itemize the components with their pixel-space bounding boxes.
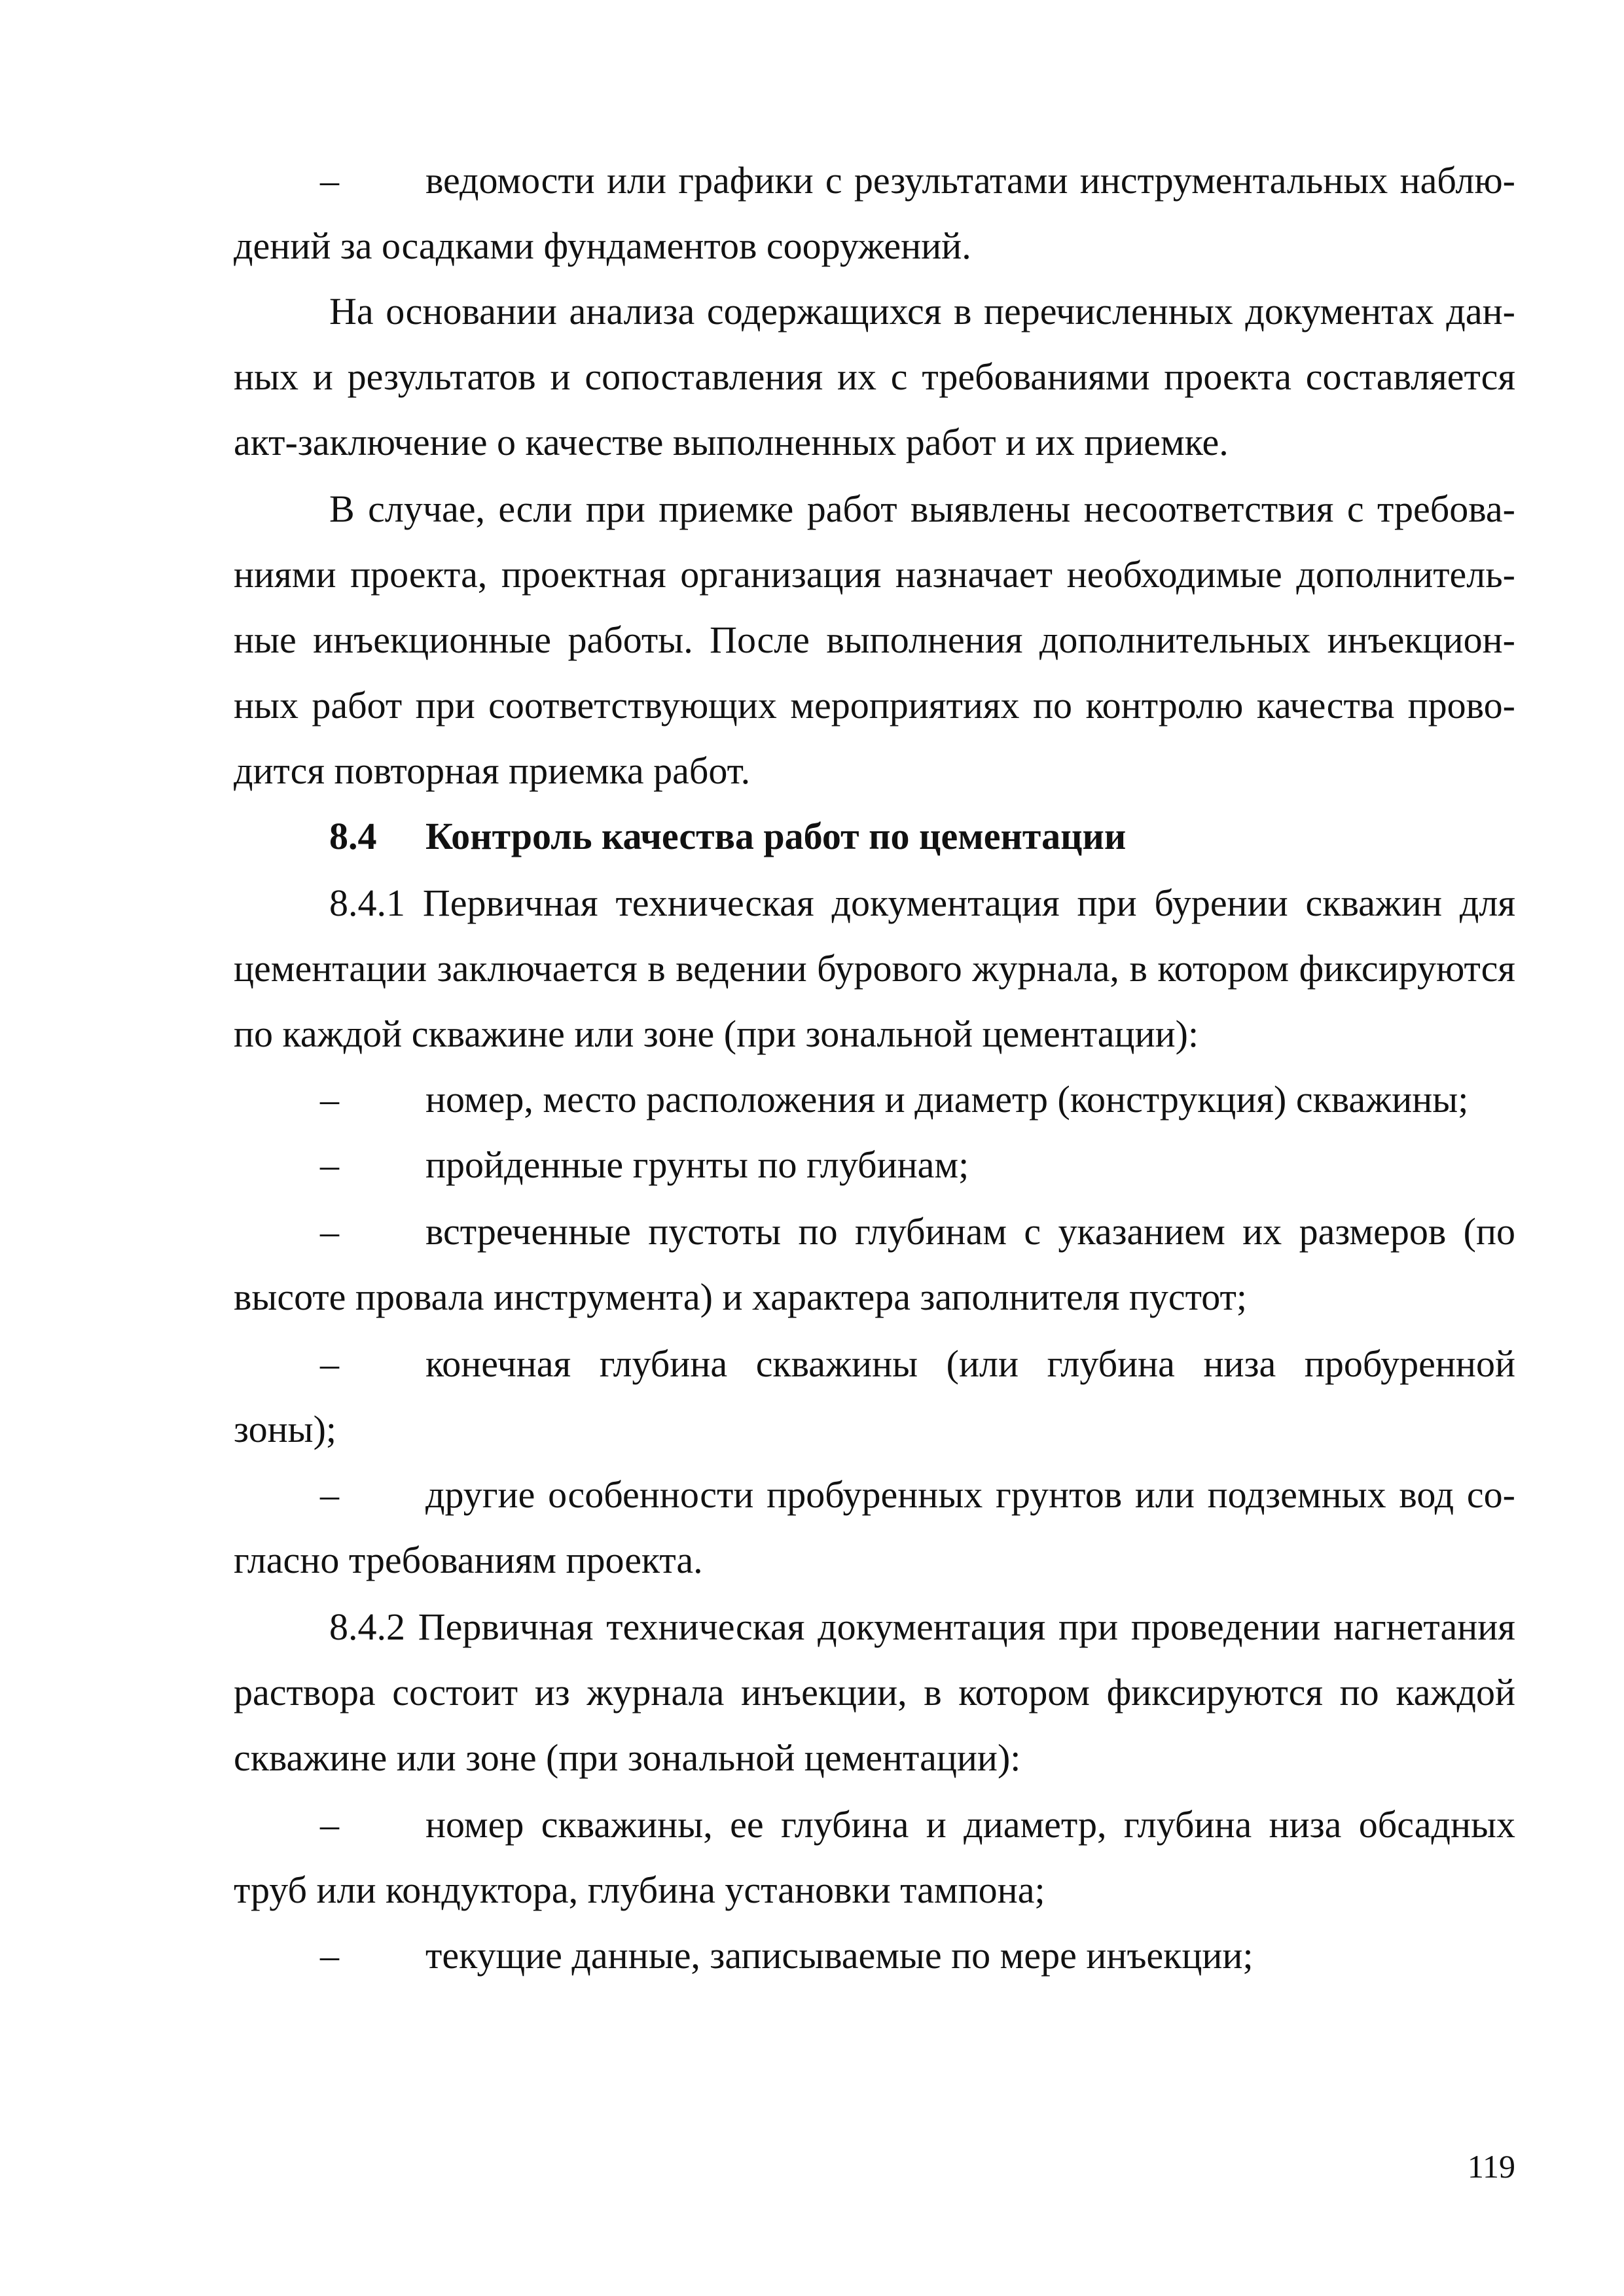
bullet-text: конечная глубина скважины (или глубина низа пробуренной <box>425 1342 1515 1385</box>
text-line: зоны); <box>234 1408 337 1450</box>
bullet-text: номер скважины, ее глубина и диаметр, глубина низа обсадных <box>425 1803 1515 1846</box>
paragraph-first-line: 8.4.2 Первичная техническая документация при проведении нагнетания <box>329 1605 1515 1648</box>
paragraph-first-line: На основании анализа содержащихся в перечисленных документах дан- <box>329 290 1515 332</box>
bullet-dash: – <box>320 1143 339 1186</box>
paragraph-first-line: В случае, если при приемке работ выявлены несоответствия с требова- <box>329 488 1515 530</box>
bullet-text: ведомости или графики с результатами инструментальных наблю- <box>425 159 1515 202</box>
document-page <box>234 0 1515 2296</box>
bullet-dash: – <box>320 1803 339 1846</box>
text-line: по каждой скважине или зоне (при зональной цементации): <box>234 1013 1199 1055</box>
text-line: скважине или зоне (при зональной цементации): <box>234 1736 1021 1779</box>
section-number: 8.4 <box>329 815 377 857</box>
bullet-dash: – <box>320 159 339 202</box>
section-title: Контроль качества работ по цементации <box>425 815 1127 857</box>
bullet-text: другие особенности пробуренных грунтов или подземных вод со- <box>425 1473 1515 1516</box>
text-line: акт-заключение о качестве выполненных работ и их приемке. <box>234 421 1229 463</box>
bullet-text: встреченные пустоты по глубинам с указанием их размеров (по <box>425 1210 1515 1253</box>
bullet-dash: – <box>320 1934 339 1977</box>
paragraph-first-line: 8.4.1 Первичная техническая документация при бурении скважин для <box>329 882 1515 924</box>
text-line: ных работ при соответствующих мероприятиях по контролю качества прово- <box>234 684 1515 726</box>
text-line: цементации заключается в ведении бурового журнала, в котором фиксируются <box>234 947 1515 990</box>
bullet-text: номер, место расположения и диаметр (конструкция) скважины; <box>425 1078 1469 1121</box>
bullet-dash: – <box>320 1078 339 1121</box>
text-line: гласно требованиям проекта. <box>234 1539 703 1581</box>
page-number: 119 <box>1467 2148 1515 2185</box>
text-line: высоте провала инструмента) и характера заполнителя пустот; <box>234 1276 1247 1318</box>
text-line: ниями проекта, проектная организация назначает необходимые дополнитель- <box>234 553 1515 596</box>
bullet-dash: – <box>320 1210 339 1253</box>
text-line: раствора состоит из журнала инъекции, в котором фиксируются по каждой <box>234 1671 1515 1713</box>
bullet-text: пройденные грунты по глубинам; <box>425 1143 969 1186</box>
bullet-dash: – <box>320 1342 339 1385</box>
text-line: дится повторная приемка работ. <box>234 749 751 792</box>
text-line: дений за осадками фундаментов сооружений. <box>234 224 971 267</box>
text-line: ные инъекционные работы. После выполнения дополнительных инъекцион- <box>234 619 1515 661</box>
bullet-text: текущие данные, записываемые по мере инъекции; <box>425 1934 1254 1977</box>
text-line: ных и результатов и сопоставления их с требованиями проекта составляется <box>234 355 1515 398</box>
bullet-dash: – <box>320 1473 339 1516</box>
text-line: труб или кондуктора, глубина установки тампона; <box>234 1869 1045 1911</box>
